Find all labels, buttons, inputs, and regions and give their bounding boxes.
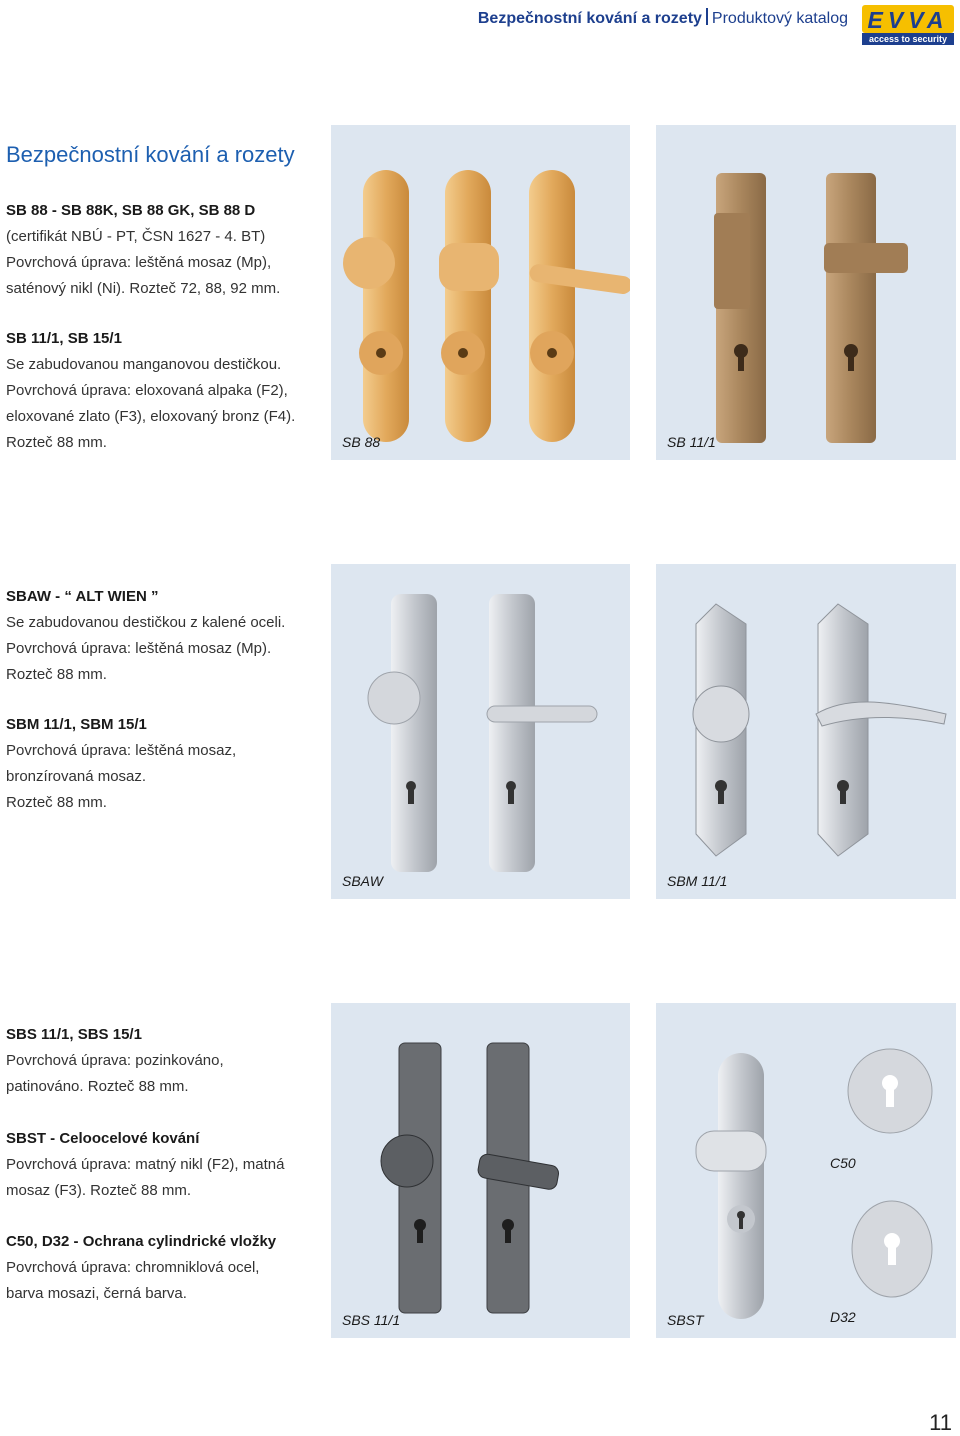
sbst-illustration xyxy=(656,1003,956,1338)
panel-sbm111 xyxy=(656,564,956,899)
section-line: Rozteč 88 mm. xyxy=(6,794,107,811)
section-line: Povrchová úprava: leštěná mosaz (Mp). xyxy=(6,640,272,657)
sbm111-illustration xyxy=(656,564,956,899)
knob xyxy=(381,1135,433,1187)
keyhole-icon xyxy=(458,348,468,358)
section-line: Rozteč 88 mm. xyxy=(6,434,107,451)
header-title-bold: Bezpečnostní kování a rozety xyxy=(477,10,702,27)
section-line: Rozteč 88 mm. xyxy=(6,666,107,683)
backplate xyxy=(818,604,868,856)
backplate xyxy=(489,594,535,872)
caption-sbm111: SBM 11/1 xyxy=(667,873,728,889)
lever-handle xyxy=(816,702,946,726)
logo-text: EVVA xyxy=(867,7,949,33)
caption-sbaw: SBAW xyxy=(342,873,383,889)
keyhole-slot xyxy=(848,353,854,371)
knob xyxy=(693,686,749,742)
header-title xyxy=(478,8,848,28)
lever-handle xyxy=(824,243,908,273)
backplate xyxy=(391,594,437,872)
keyhole-icon xyxy=(376,348,386,358)
backplate xyxy=(445,170,491,442)
keyhole-icon xyxy=(547,348,557,358)
header-title-rest: Produktový katalog xyxy=(711,10,848,27)
lever-handle xyxy=(487,706,597,722)
c50-keyhole-slot xyxy=(886,1085,894,1107)
caption-sb111: SB 11/1 xyxy=(667,434,716,450)
backplate xyxy=(718,1053,764,1319)
page-number: 11 xyxy=(929,1410,952,1435)
header-separator xyxy=(706,8,708,25)
keyhole-slot xyxy=(505,1227,511,1243)
backplate xyxy=(826,173,876,443)
keyhole-slot xyxy=(508,788,514,804)
panel-sbs111 xyxy=(331,1003,630,1338)
section-heading: SBST - Celoocelové kování xyxy=(6,1130,200,1147)
section-line: Povrchová úprava: pozinkováno, xyxy=(6,1052,224,1069)
section-line: Povrchová úprava: eloxovaná alpaka (F2), xyxy=(6,382,288,399)
section-line: mosaz (F3). Rozteč 88 mm. xyxy=(6,1182,192,1199)
section-sbm111 xyxy=(6,712,236,816)
section-sb88 xyxy=(6,198,280,302)
evva-logo xyxy=(862,5,954,43)
knob xyxy=(343,237,395,289)
section-heading: SB 88 - SB 88K, SB 88 GK, SB 88 D xyxy=(6,202,256,219)
backplate xyxy=(529,170,575,442)
sb88-illustration xyxy=(331,125,630,460)
section-sbs111 xyxy=(6,1022,224,1100)
sbs111-illustration xyxy=(331,1003,630,1338)
page-title: Bezpečnostní kování a rozety xyxy=(6,142,295,167)
panel-sbst-c50-d32 xyxy=(656,1003,956,1338)
caption-sbst: SBST xyxy=(667,1312,704,1328)
backplate xyxy=(363,170,409,442)
keyhole-slot xyxy=(718,788,724,804)
d32-keyhole-slot xyxy=(888,1243,896,1265)
handle-grip xyxy=(439,243,499,291)
section-heading: SBS 11/1, SBS 15/1 xyxy=(6,1026,142,1043)
section-heading: SBM 11/1, SBM 15/1 xyxy=(6,716,147,733)
section-c50-d32 xyxy=(6,1229,276,1307)
caption-sbs111: SBS 11/1 xyxy=(342,1312,401,1328)
section-heading: C50, D32 - Ochrana cylindrické vložky xyxy=(6,1233,277,1250)
keyhole-slot xyxy=(417,1227,423,1243)
keyhole-slot xyxy=(738,353,744,371)
section-line: Povrchová úprava: leštěná mosaz (Mp), xyxy=(6,254,272,271)
caption-c50: C50 xyxy=(830,1155,856,1171)
caption-sb88: SB 88 xyxy=(342,434,381,450)
section-heading: SB 11/1, SB 15/1 xyxy=(6,330,122,347)
section-heading: SBAW - “ ALT WIEN ” xyxy=(6,588,159,605)
section-line: Se zabudovanou manganovou destičkou. xyxy=(6,356,282,373)
knob xyxy=(714,213,750,309)
caption-d32: D32 xyxy=(830,1309,856,1325)
section-line: Povrchová úprava: matný nikl (F2), matná xyxy=(6,1156,285,1173)
knob xyxy=(368,672,420,724)
panel-sb88 xyxy=(331,125,630,460)
handle-grip xyxy=(696,1131,766,1171)
section-line: patinováno. Rozteč 88 mm. xyxy=(6,1078,189,1095)
section-line: bronzírovaná mosaz. xyxy=(6,768,147,785)
section-line: Se zabudovanou destičkou z kalené oceli. xyxy=(6,614,286,631)
section-line: Povrchová úprava: chromniklová ocel, xyxy=(6,1259,260,1276)
section-sb111 xyxy=(6,326,295,456)
section-line: saténový nikl (Ni). Rozteč 72, 88, 92 mm. xyxy=(6,280,281,297)
section-sbst xyxy=(6,1126,284,1204)
section-line: Povrchová úprava: leštěná mosaz, xyxy=(6,742,237,759)
logo-tagline: access to security xyxy=(862,33,954,45)
keyhole-slot xyxy=(739,1217,743,1229)
keyhole-slot xyxy=(840,788,846,804)
sbaw-illustration xyxy=(331,564,630,899)
section-line: barva mosazi, černá barva. xyxy=(6,1285,187,1302)
sb111-illustration xyxy=(656,125,956,460)
section-line: (certifikát NBÚ - PT, ČSN 1627 - 4. BT) xyxy=(6,228,266,245)
page-header xyxy=(0,0,960,45)
section-line: eloxované zlato (F3), eloxovaný bronz (F4). xyxy=(6,408,296,425)
panel-sb111 xyxy=(656,125,956,460)
keyhole-slot xyxy=(408,788,414,804)
section-sbaw xyxy=(6,584,285,688)
panel-sbaw xyxy=(331,564,630,899)
